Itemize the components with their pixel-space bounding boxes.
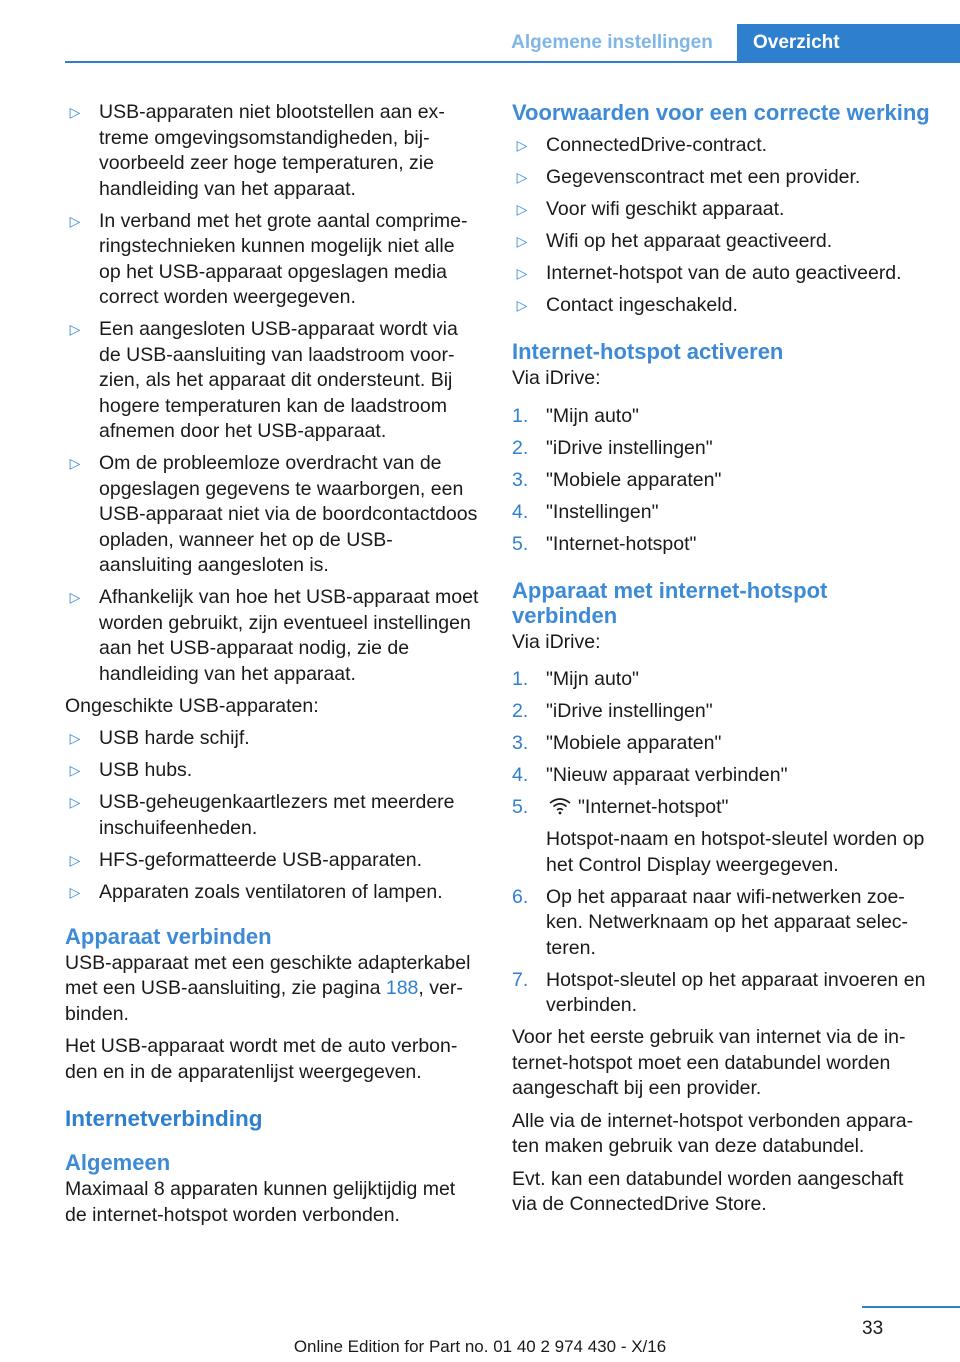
list-item: ▷ USB-geheugenkaartlezers met meerdere inschuifeenheden.: [65, 790, 480, 841]
requirements-heading: Voorwaarden voor een correcte werking: [512, 100, 930, 125]
header-rule: [65, 61, 960, 63]
data-bundle-paragraph-2: Alle via de internet-hotspot verbonden apparaten maken gebruik van deze databundel.: [512, 1109, 914, 1157]
list-item: 3. "Mobiele apparaten": [512, 732, 722, 754]
list-item: ▷ Om de probleemloze overdracht van de opgeslagen gegevens te waarborgen, een USB-apparaat niet via de boordcontactdoos opladen, wanneer het op de USB-aansluiting aangesloten is.: [65, 451, 480, 579]
activate-steps: [512, 404, 932, 558]
triangle-right-icon: ▷: [516, 297, 528, 313]
data-bundle-paragraph-3: Evt. kan een databundel worden aangeschaft via de ConnectedDrive Store.: [512, 1167, 904, 1215]
list-item: 1. "Mijn auto": [512, 404, 639, 427]
requirements-list: [512, 133, 932, 319]
list-item: ▷ Een aangesloten USB-apparaat wordt via de USB-aansluiting van laadstroom voorzien, als het apparaat dit ondersteunt. Bij hogere temperaturen kan de laadstroom afnemen door het USB-apparaat.: [65, 317, 480, 445]
general-heading: Algemeen: [65, 1150, 171, 1175]
list-item: ▷ Contact ingeschakeld.: [512, 293, 932, 319]
triangle-right-icon: ▷: [69, 455, 81, 471]
triangle-right-icon: ▷: [516, 265, 528, 281]
usb-notes-list: [65, 100, 480, 687]
triangle-right-icon: ▷: [69, 851, 81, 868]
triangle-right-icon: ▷: [516, 201, 528, 217]
list-item: 4. "Instellingen": [512, 500, 659, 523]
unsuitable-list: [65, 726, 480, 905]
triangle-right-icon: ▷: [69, 730, 81, 746]
triangle-right-icon: ▷: [69, 794, 81, 810]
list-item: 2. "iDrive instellingen": [512, 700, 713, 722]
footer-rule: [862, 1306, 960, 1308]
page-number: 33: [862, 1318, 884, 1339]
list-item: 7. Hotspot-sleutel op het apparaat invoeren en verbinden.: [512, 968, 926, 1016]
connect-paragraph: USB-apparaat met een geschikte adapterkabel met een USB-aansluiting, zie pagina 188, verbinden.: [65, 951, 471, 1025]
list-item: ▷ USB harde schijf.: [65, 726, 480, 752]
unsuitable-intro: Ongeschikte USB-apparaten:: [65, 694, 319, 717]
triangle-right-icon: ▷: [69, 104, 81, 120]
list-item: 5. "Internet-hotspot": [512, 532, 697, 555]
device-steps: [512, 667, 932, 1019]
connect-heading: Apparaat verbinden: [65, 923, 272, 949]
triangle-right-icon: ▷: [516, 169, 528, 185]
page-link-188[interactable]: 188: [385, 977, 419, 999]
list-item: 1. "Mijn auto": [512, 668, 639, 690]
list-item: ▷ Internet-hotspot van de auto geactiveerd.: [512, 261, 932, 287]
left-column: [65, 100, 480, 1235]
device-heading: Apparaat met internet-hotspot verbinden: [512, 577, 828, 628]
right-column: [512, 100, 932, 1225]
list-item: ▷ USB hubs.: [65, 758, 480, 784]
general-paragraph: Maximaal 8 apparaten kunnen gelijktijdig met de internet-hotspot worden verbonden.: [65, 1178, 456, 1226]
list-item: ▷ USB-apparaten niet blootstellen aan extreme omgevingsomstandigheden, bijvoorbeeld zeer hoge temperaturen, zie handleiding van het apparaat.: [65, 100, 480, 202]
triangle-right-icon: ▷: [69, 762, 81, 778]
list-item: ▷ Afhankelijk van hoe het USB-apparaat moet worden gebruikt, zijn eventueel instellingen aan het USB-apparaat nodig, zie de handleiding van het apparaat.: [65, 585, 480, 687]
list-item: 4. "Nieuw apparaat verbinden": [512, 764, 788, 786]
activate-via: Via iDrive:: [512, 367, 601, 389]
footer-edition: Online Edition for Part no. 01 40 2 974 430 - X/16: [293, 1337, 667, 1356]
list-item: ▷ Apparaten zoals ventilatoren of lampen.: [65, 880, 480, 906]
activate-heading: Internet-hotspot activeren: [512, 339, 784, 364]
list-item: 6. Op het apparaat naar wifi-netwerken zoeken. Netwerknaam op het apparaat selecteren.: [512, 885, 909, 959]
list-item: ▷ HFS-geformatteerde USB-apparaten.: [65, 848, 480, 874]
triangle-right-icon: ▷: [516, 233, 528, 249]
triangle-right-icon: ▷: [69, 212, 81, 229]
triangle-right-icon: ▷: [69, 589, 81, 605]
list-item: 2. "iDrive instellingen": [512, 436, 713, 459]
data-bundle-paragraph-1: Voor het eerste gebruik van internet via de internet-hotspot moet een databundel worden aangeschaft bij een provider.: [512, 1026, 906, 1099]
header-tab-overzicht: Overzicht: [737, 24, 960, 63]
list-item: ▷ ConnectedDrive-contract.: [512, 133, 932, 159]
list-item: ▷ Gegevenscontract met een provider.: [512, 165, 932, 191]
list-item: 5. "Internet-hotspot" Hotspot-naam en hotspot-sleutel worden op het Control Display weergegeven.: [512, 796, 925, 876]
device-via: Via iDrive:: [512, 630, 601, 653]
list-item: ▷ Voor wifi geschikt apparaat.: [512, 197, 932, 223]
triangle-right-icon: ▷: [69, 883, 81, 900]
list-item: 3. "Mobiele apparaten": [512, 468, 722, 491]
header-section-title: Algemene instellingen: [511, 32, 713, 53]
wifi-icon: [548, 797, 572, 815]
list-item: ▷ Wifi op het apparaat geactiveerd.: [512, 229, 932, 255]
connect-paragraph-2: Het USB-apparaat wordt met de auto verbonden en in de apparatenlijst weergegeven.: [65, 1035, 458, 1083]
triangle-right-icon: ▷: [516, 137, 528, 153]
list-item: ▷ In verband met het grote aantal comprimeringstechnieken kunnen mogelijk niet alle op het USB-apparaat opgeslagen media correct worden weergegeven.: [65, 209, 480, 311]
triangle-right-icon: ▷: [69, 321, 81, 337]
internet-heading: Internetverbinding: [65, 1106, 263, 1131]
